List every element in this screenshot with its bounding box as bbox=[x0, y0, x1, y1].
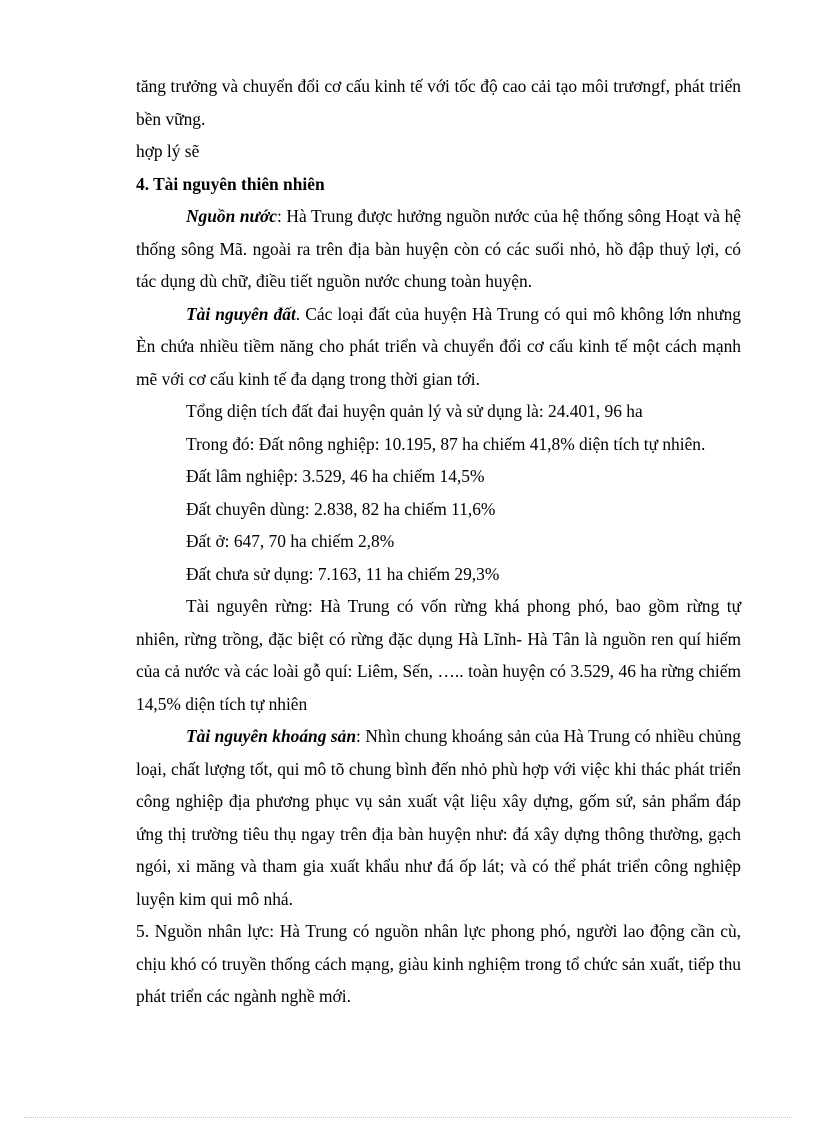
paragraph-agricultural-land: Trong đó: Đất nông nghiệp: 10.195, 87 ha chiếm 41,8% diện tích tự nhiên. bbox=[186, 433, 706, 454]
paragraph-fragment: hợp lý sẽ bbox=[136, 141, 200, 161]
document-page bbox=[136, 70, 741, 1013]
paragraph-water bbox=[136, 200, 741, 298]
paragraph-forest-resources: Tài nguyên rừng: Hà Trung có vốn rừng khá phong phó, bao gồm rừng tự nhiên, rừng trồng, đặc biệt có rừng đặc dụng Hà Lĩnh- Hà Tân là nguồn ren quí hiếm của cả nước và các loài gỗ quí: Liêm, Sến, ….. toàn huyện có 3.529, 46 ha rừng chiếm 14,5% diện tích tự nhiên bbox=[136, 596, 741, 714]
paragraph-total-area: Tổng diện tích đất đai huyện quản lý và sử dụng là: 24.401, 96 ha bbox=[186, 401, 643, 421]
paragraph-human-resources: 5. Nguồn nhân lực: Hà Trung có nguồn nhân lực phong phó, người lao động cần cù, chịu khó có truyền thống cách mạng, giàu kinh nghiệm trong tổ chức sản xuất, tiếp thu phát triển các ngành nghề mới. bbox=[136, 921, 741, 1006]
paragraph-residential-land: Đất ở: 647, 70 ha chiếm 2,8% bbox=[186, 531, 395, 551]
page-bottom-divider bbox=[24, 1117, 792, 1118]
mineral-label: Tài nguyên khoáng sản bbox=[186, 726, 357, 746]
mineral-text: : Nhìn chung khoáng sản của Hà Trung có nhiều chủng loại, chất lượng tốt, qui mô tõ chung bình đến nhỏ phù hợp với việc khi thác phát triển công nghiệp địa phương phục vụ sản xuất vật liệu xây dựng, gốm sứ, sản phẩm đáp ứng thị trường tiêu thụ ngay trên địa bàn huyện như: đá xây dựng thông thường, gạch ngói, xi măng và tham gia xuất khẩu như đá ốp lát; và có thể phát triển công nghiệp luyện kim qui mô nhá. bbox=[136, 726, 741, 909]
water-label: Nguồn nước bbox=[186, 206, 278, 226]
section-heading-natural-resources: 4. Tài nguyên thiên nhiên bbox=[136, 173, 325, 194]
water-text: : Hà Trung được hưởng nguồn nước của hệ thống sông Hoạt và hệ thống sông Mã. ngoài ra trên địa bàn huyện còn có các suối nhỏ, hồ đập thuỷ lợi, có tác dụng dù chữ, điều tiết nguồn nước chung toàn huyện. bbox=[136, 206, 741, 291]
paragraph-land bbox=[136, 298, 741, 396]
paragraph-special-land: Đất chuyên dùng: 2.838, 82 ha chiếm 11,6% bbox=[186, 498, 496, 519]
paragraph-unused-land: Đất chưa sử dụng: 7.163, 11 ha chiếm 29,3% bbox=[186, 563, 500, 584]
paragraph-growth: tăng trưởng và chuyển đổi cơ cấu kinh tế với tốc độ cao cải tạo môi trươngf, phát triển bền vững. bbox=[136, 76, 741, 129]
paragraph-minerals bbox=[136, 720, 741, 915]
land-label: Tài nguyên đất bbox=[186, 303, 296, 324]
paragraph-forestry-land: Đất lâm nghiệp: 3.529, 46 ha chiếm 14,5% bbox=[186, 466, 485, 486]
land-text: . Các loại đất của huyện Hà Trung có qui mô không lớn nhưng Èn chứa nhiều tiềm năng cho phát triển và chuyển đổi cơ cấu kinh tế một cách mạnh mẽ với cơ cấu kinh tế đa dạng trong thời gian tới. bbox=[136, 303, 741, 389]
